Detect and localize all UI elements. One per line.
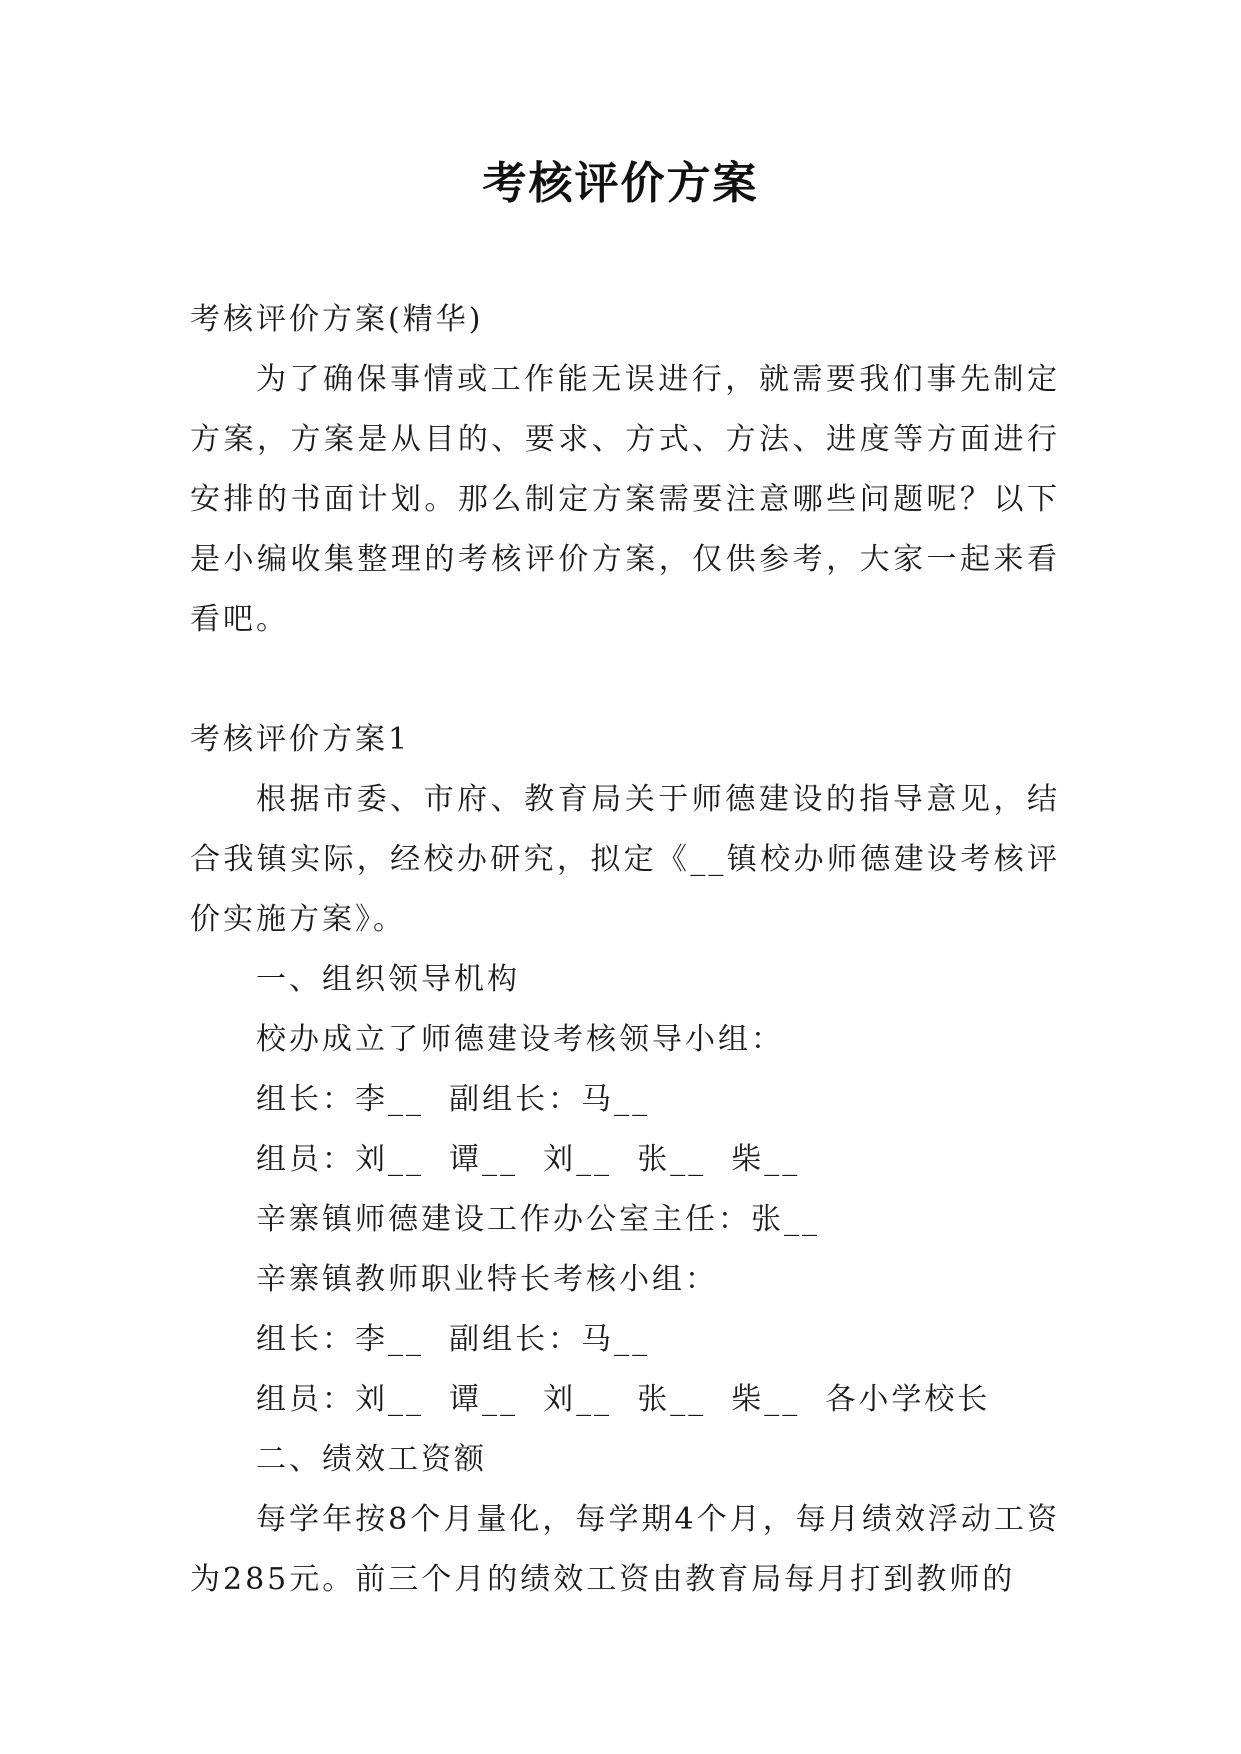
org-line: 组长：李__ 副组长：马__	[256, 1082, 651, 1117]
org-line: 辛寨镇师德建设工作办公室主任：张__	[256, 1202, 820, 1237]
org-line: 组员：刘__ 谭__ 刘__ 张__ 柴__ 各小学校长	[256, 1382, 991, 1417]
document-title: 考核评价方案	[482, 158, 759, 209]
subtitle: 考核评价方案(精华)	[190, 302, 484, 337]
document-body	[190, 290, 1060, 1610]
org-line: 组长：李__ 副组长：马__	[256, 1322, 651, 1357]
pay-paragraph: 每学年按8个月量化，每学期4个月，每月绩效浮动工资为285元。前三个月的绩效工资由教育局每月打到教师的	[190, 1502, 1060, 1597]
section-paragraph: 根据市委、市府、教育局关于师德建设的指导意见，结合我镇实际，经校办研究，拟定《__镇校办师德建设考核评价实施方案》。	[190, 782, 1060, 937]
spacer	[190, 650, 1060, 710]
intro-paragraph: 为了确保事情或工作能无误进行，就需要我们事先制定方案，方案是从目的、要求、方式、方法、进度等方面进行安排的书面计划。那么制定方案需要注意哪些问题呢？以下是小编收集整理的考核评价方案，仅供参考，大家一起来看看吧。	[190, 362, 1060, 637]
org-line: 辛寨镇教师职业特长考核小组：	[256, 1262, 718, 1297]
org-heading: 一、组织领导机构	[256, 962, 520, 997]
pay-heading: 二、绩效工资额	[256, 1442, 487, 1477]
org-line: 组员：刘__ 谭__ 刘__ 张__ 柴__	[256, 1142, 801, 1177]
section-heading: 考核评价方案1	[190, 722, 411, 757]
org-line: 校办成立了师德建设考核领导小组：	[256, 1022, 784, 1057]
